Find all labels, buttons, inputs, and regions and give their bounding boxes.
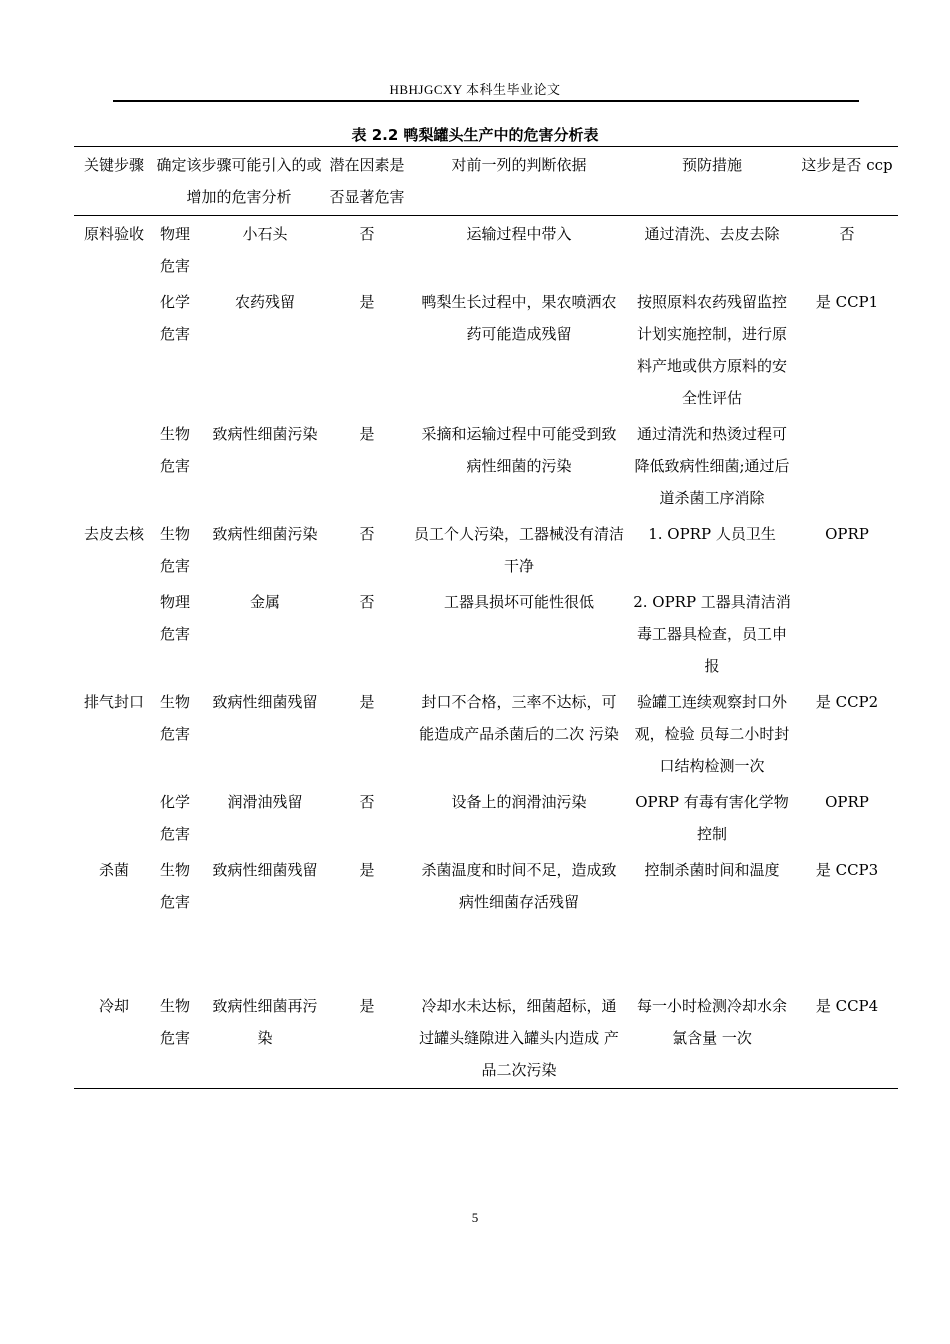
- header-measure: 预防措施: [682, 156, 743, 174]
- page-number: 5: [471, 1210, 479, 1225]
- cell-measure: 控制杀菌时间和温度: [644, 861, 780, 879]
- table-row: [74, 852, 898, 920]
- table-row: [74, 416, 898, 516]
- cell-step: 杀菌: [98, 861, 129, 879]
- table-row: [74, 516, 898, 584]
- cell-ccp: OPRP: [825, 793, 869, 811]
- cell-type: 生物危害: [160, 997, 191, 1047]
- cell-basis: 员工个人污染，工器械没有清洁干净: [414, 525, 625, 575]
- cell-hazard: 致病性细菌残留: [212, 861, 318, 879]
- cell-ccp: 是 CCP4: [815, 997, 879, 1015]
- table-row: [74, 988, 898, 1089]
- table-caption: 表 2.2 鸭梨罐头生产中的危害分析表: [351, 126, 599, 144]
- cell-significant: 是: [359, 861, 375, 879]
- cell-step: 去皮去核: [83, 525, 144, 543]
- cell-basis: 冷却水未达标，细菌超标，通 过罐头缝隙进入罐头内造成 产品二次污染: [419, 997, 619, 1079]
- cell-hazard: 润滑油残留: [227, 793, 303, 811]
- cell-basis: 鸭梨生长过程中，果农喷洒农 药可能造成残留: [421, 293, 617, 343]
- cell-ccp: [796, 584, 898, 684]
- spacer-cell: [74, 920, 898, 988]
- table-row: [74, 584, 898, 684]
- cell-hazard: 小石头: [242, 225, 288, 243]
- cell-step: 冷却: [98, 997, 129, 1015]
- cell-hazard: 致病性细菌再污染: [212, 997, 318, 1047]
- cell-hazard: 农药残留: [235, 293, 296, 311]
- cell-measure: 2. OPRP 工器具清洁消毒工器具检查，员工申报: [633, 593, 791, 675]
- cell-significant: 否: [359, 225, 375, 243]
- cell-step: 排气封口: [83, 693, 144, 711]
- cell-type: 物理危害: [160, 593, 191, 643]
- cell-measure: 验罐工连续观察封口外观，检验 员每二小时封口结构检测一次: [634, 693, 790, 775]
- cell-type: 物理危害: [160, 225, 191, 275]
- cell-type: 化学危害: [160, 793, 191, 843]
- header-rule: [113, 100, 859, 102]
- cell-hazard: 致病性细菌污染: [212, 525, 318, 543]
- cell-type: 化学危害: [160, 293, 191, 343]
- cell-ccp: OPRP: [825, 525, 869, 543]
- header-ccp: 这步是否 ccp: [801, 156, 893, 174]
- cell-basis: 采摘和运输过程中可能受到致 病性细菌的污染: [421, 425, 617, 475]
- cell-measure: 1. OPRP 人员卫生: [648, 525, 776, 543]
- cell-hazard: 致病性细菌污染: [212, 425, 318, 443]
- cell-ccp: 是 CCP1: [815, 293, 879, 311]
- header-significant: 潜在因素是否显著危害: [329, 156, 405, 206]
- header-hazard-analysis: 确定该步骤可能引入的或增加的危害分析: [156, 156, 322, 206]
- cell-step: [74, 284, 154, 416]
- cell-measure: 每一小时检测冷却水余氯含量 一次: [637, 997, 788, 1047]
- cell-ccp: [796, 416, 898, 516]
- cell-type: 生物危害: [160, 861, 191, 911]
- cell-measure: OPRP 有毒有害化学物控制: [635, 793, 789, 843]
- table-row: [74, 284, 898, 416]
- table-row: [74, 684, 898, 784]
- cell-significant: 是: [359, 997, 375, 1015]
- table-header-row: [74, 147, 898, 216]
- cell-measure: 按照原料农药残留监控计划实施控制，进行原料产地或供方原料的安全性评估: [637, 293, 788, 407]
- cell-step: [74, 584, 154, 684]
- cell-ccp: 是 CCP2: [815, 693, 879, 711]
- cell-type: 生物危害: [160, 525, 191, 575]
- cell-significant: 是: [359, 293, 375, 311]
- cell-hazard: 致病性细菌残留: [212, 693, 318, 711]
- cell-significant: 否: [359, 793, 375, 811]
- cell-hazard: 金属: [250, 593, 281, 611]
- cell-basis: 运输过程中带入: [466, 225, 572, 243]
- table-spacer-row: [74, 920, 898, 988]
- page-header: HBHJGCXY 本科生毕业论文: [389, 82, 561, 97]
- cell-basis: 杀菌温度和时间不足，造成致 病性细菌存活残留: [421, 861, 617, 911]
- cell-step: [74, 784, 154, 852]
- cell-basis: 设备上的润滑油污染: [451, 793, 587, 811]
- cell-type: 生物危害: [160, 425, 191, 475]
- cell-basis: 工器具损坏可能性很低: [444, 593, 595, 611]
- cell-significant: 是: [359, 425, 375, 443]
- cell-step: [74, 416, 154, 516]
- hazard-analysis-table: [74, 146, 898, 1089]
- cell-significant: 否: [359, 525, 375, 543]
- table-row: [74, 784, 898, 852]
- cell-measure: 通过清洗和热烫过程可降低致病性细菌;通过后道杀菌工序消除: [634, 425, 790, 507]
- cell-measure: 通过清洗、去皮去除: [644, 225, 780, 243]
- cell-type: 生物危害: [160, 693, 191, 743]
- table-row: [74, 216, 898, 285]
- cell-ccp: 否: [839, 225, 855, 243]
- header-basis: 对前一列的判断依据: [451, 156, 587, 174]
- cell-significant: 否: [359, 593, 375, 611]
- cell-ccp: 是 CCP3: [815, 861, 879, 879]
- header-step: 关键步骤: [83, 156, 144, 174]
- cell-basis: 封口不合格，三率不达标，可 能造成产品杀菌后的二次 污染: [419, 693, 619, 743]
- cell-step: 原料验收: [83, 225, 144, 243]
- cell-significant: 是: [359, 693, 375, 711]
